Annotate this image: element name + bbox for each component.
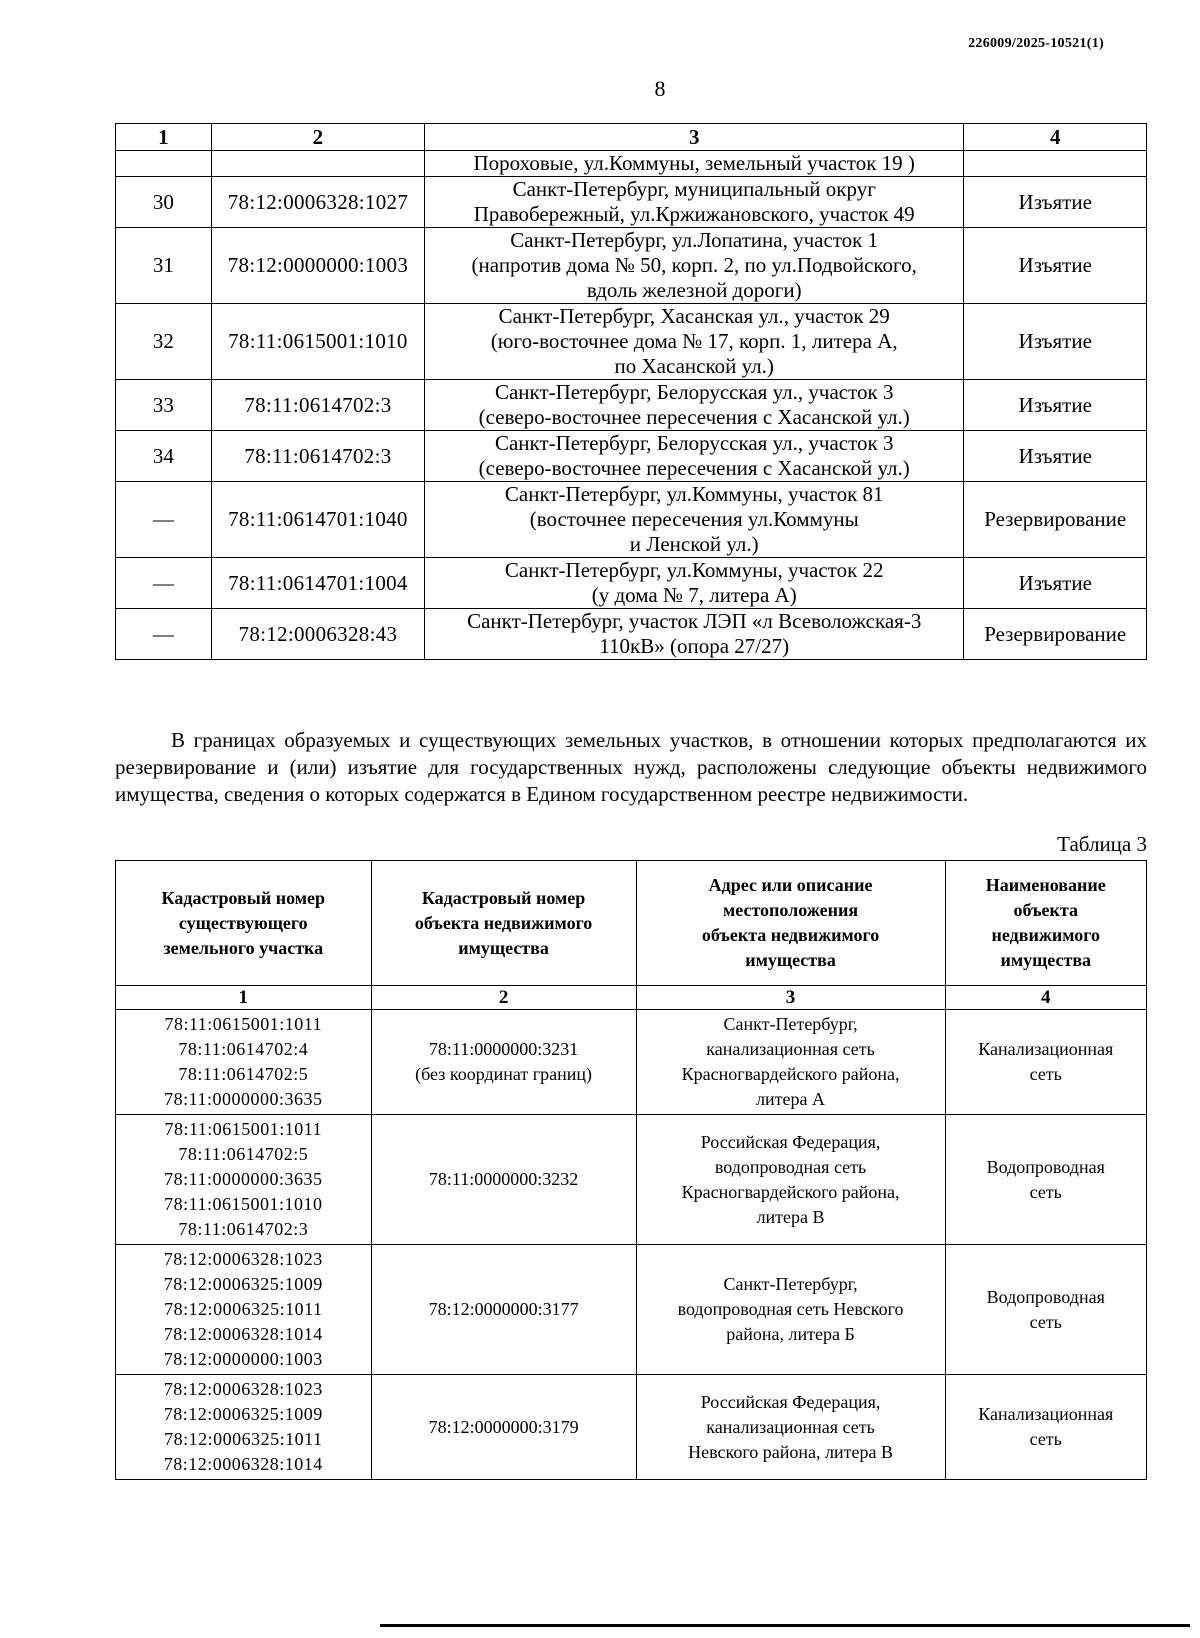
text-line: 78:12:0000000:3179 (428, 1416, 579, 1437)
row-number: 32 (116, 304, 212, 380)
text-line: водопроводная сеть Невского (677, 1299, 904, 1319)
text-line: сеть (1029, 1181, 1062, 1202)
text-line: 78:11:0615001:1011 (164, 1119, 323, 1139)
text-line: Кадастровый номер (161, 887, 326, 908)
action-type: Изъятие (964, 304, 1147, 380)
text-line: сеть (1029, 1311, 1062, 1332)
object-address (636, 1375, 945, 1480)
object-name (945, 1115, 1146, 1245)
text-line: канализационная сеть (706, 1039, 875, 1059)
text-line: (напротив дома № 50, корп. 2, по ул.Подвойского, (471, 253, 917, 277)
object-cadastral-number (371, 1115, 636, 1245)
column-number-4: 4 (964, 124, 1147, 151)
table-body (116, 151, 1147, 660)
text-line: 78:12:0006328:1023 (163, 1379, 323, 1399)
document-number: 226009/2025-10521(1) (968, 36, 1104, 51)
address (424, 558, 963, 609)
action-type: Резервирование (964, 482, 1147, 558)
address (424, 177, 963, 228)
header-land-cadastral (116, 861, 372, 986)
text-line: 78:11:0614702:5 (178, 1064, 309, 1084)
object-name (945, 1010, 1146, 1115)
text-line: объекта (1013, 900, 1078, 920)
text-line: 110кВ» (опора 27/27) (599, 634, 790, 658)
cadastral-number: 78:11:0614702:3 (211, 380, 424, 431)
text-line: 78:11:0000000:3231 (428, 1039, 579, 1059)
action-type: Изъятие (964, 380, 1147, 431)
header-address (636, 861, 945, 986)
address (424, 609, 963, 660)
table-header-row (116, 861, 1147, 986)
text-line: Невского района, литера В (688, 1441, 893, 1462)
table-land-plots-continued (115, 123, 1147, 660)
text-line: 78:12:0006328:1014 (163, 1454, 323, 1474)
column-number-3: 3 (636, 986, 945, 1010)
row-number: 30 (116, 177, 212, 228)
text-line: местоположения (722, 900, 859, 920)
text-line: объекта недвижимого (414, 912, 593, 933)
address (424, 228, 963, 304)
text-line: 78:11:0000000:3635 (164, 1089, 323, 1109)
object-name (945, 1245, 1146, 1375)
text-line: 78:12:0006328:1023 (163, 1249, 323, 1269)
text-line: (без координат границ) (415, 1064, 593, 1084)
text-line: объекта недвижимого (701, 925, 880, 945)
text-line: 78:12:0006325:1009 (163, 1404, 323, 1424)
text-line: Красногвардейского района, (681, 1064, 900, 1084)
land-cadastral-numbers (116, 1375, 372, 1480)
cadastral-number: 78:12:0000000:1003 (211, 228, 424, 304)
text-line: Российская Федерация, (700, 1131, 881, 1152)
table-row (116, 431, 1147, 482)
text-line: Санкт-Петербург, ул.Коммуны, участок 22 (504, 558, 884, 582)
table-row (116, 304, 1147, 380)
text-line: 78:11:0614702:5 (178, 1144, 309, 1164)
text-line: водопроводная сеть (714, 1156, 867, 1177)
cadastral-number: 78:11:0615001:1010 (211, 304, 424, 380)
text-line: имущества (1000, 950, 1092, 970)
text-line: 78:12:0006325:1009 (163, 1274, 323, 1294)
table-row (116, 228, 1147, 304)
address (424, 304, 963, 380)
text-line: 78:11:0615001:1011 (164, 1014, 323, 1034)
table-row-continuation (116, 151, 1147, 177)
text-line: Санкт-Петербург, Белорусская ул., участок 3 (494, 431, 894, 455)
column-number-2: 2 (371, 986, 636, 1010)
text-line: Санкт-Петербург, ул.Коммуны, участок 81 (504, 482, 884, 506)
action-type: Изъятие (964, 558, 1147, 609)
text-line: литера А (756, 1089, 826, 1109)
text-line: по Хасанской ул.) (614, 354, 774, 378)
table-caption: Таблица 3 (1057, 832, 1147, 856)
text-line: Адрес или описание (708, 875, 873, 895)
action-type: Изъятие (964, 228, 1147, 304)
header-object-name (945, 861, 1146, 986)
text-line: Наименование (985, 875, 1106, 895)
cadastral-number: 78:11:0614701:1040 (211, 482, 424, 558)
text-line: (юго-восточнее дома № 17, корп. 1, литера А, (490, 329, 898, 353)
header-object-cadastral (371, 861, 636, 986)
text-line: Российская Федерация, (700, 1391, 881, 1412)
land-cadastral-numbers (116, 1010, 372, 1115)
text-line: 78:11:0614702:4 (178, 1039, 309, 1059)
object-cadastral-number (371, 1375, 636, 1480)
action-type: Резервирование (964, 609, 1147, 660)
address-continuation: Пороховые, ул.Коммуны, земельный участок 19 ) (424, 151, 963, 177)
text-line: Санкт-Петербург, муниципальный округ (512, 177, 876, 201)
column-number-1: 1 (116, 124, 212, 151)
text-line: Водопроводная (986, 1286, 1105, 1307)
text-line: Санкт-Петербург, (723, 1014, 858, 1034)
table-row (116, 1010, 1147, 1115)
text-line: Санкт-Петербург, ул.Лопатина, участок 1 (510, 228, 879, 252)
text-line: 78:12:0000000:3177 (428, 1299, 579, 1319)
row-number: 31 (116, 228, 212, 304)
column-number-1: 1 (116, 986, 372, 1010)
text-line: 78:12:0006328:1014 (163, 1324, 323, 1344)
text-line: Санкт-Петербург, Белорусская ул., участок 3 (494, 380, 894, 404)
cadastral-number: 78:11:0614701:1004 (211, 558, 424, 609)
table-row (116, 609, 1147, 660)
column-number-4: 4 (945, 986, 1146, 1010)
text-line: (у дома № 7, литера А) (591, 583, 797, 607)
text-line: 78:11:0615001:1010 (164, 1194, 323, 1214)
body-paragraph: В границах образуемых и существующих земельных участков, в отношении которых предполагаются их резервирование и (или) изъятие для государственных нужд, расположены следующие объекты недвижимого имущества, сведения о которых содержатся в Едином государственном реестре недвижимости. (115, 728, 1147, 806)
cadastral-number: 78:12:0006328:1027 (211, 177, 424, 228)
text-line: (восточнее пересечения ул.Коммуны (529, 507, 859, 531)
text-line: Кадастровый номер (421, 887, 586, 908)
text-line: района, литера Б (726, 1324, 855, 1344)
text-line: Канализационная (978, 1404, 1114, 1424)
text-line: сеть (1029, 1064, 1062, 1084)
table-row (116, 1245, 1147, 1375)
land-cadastral-numbers (116, 1245, 372, 1375)
row-number: — (116, 482, 212, 558)
page-bottom-rule (380, 1624, 1190, 1627)
text-line: 78:11:0000000:3232 (428, 1169, 579, 1189)
text-line: 78:11:0000000:3635 (164, 1169, 323, 1189)
text-line: Канализационная (978, 1039, 1114, 1059)
text-line: и Ленской ул.) (629, 532, 759, 556)
table-row (116, 177, 1147, 228)
table-header-row (116, 124, 1147, 151)
text-line: имущества (458, 937, 549, 958)
text-line: Правобережный, ул.Кржижановского, участок 49 (473, 202, 915, 226)
cadastral-number: 78:12:0006328:43 (211, 609, 424, 660)
column-numbers-row (116, 986, 1147, 1010)
object-address (636, 1115, 945, 1245)
text-line: канализационная сеть (706, 1416, 875, 1437)
text-line: 78:12:0006325:1011 (164, 1299, 323, 1319)
table-body (116, 1010, 1147, 1480)
table-row (116, 1115, 1147, 1245)
cadastral-number: 78:11:0614702:3 (211, 431, 424, 482)
column-number-2: 2 (211, 124, 424, 151)
table-row (116, 380, 1147, 431)
text-line: 78:12:0006325:1011 (164, 1429, 323, 1449)
column-number-3: 3 (424, 124, 963, 151)
row-number: 33 (116, 380, 212, 431)
text-line: 78:12:0000000:1003 (163, 1349, 323, 1369)
text-line: Санкт-Петербург, участок ЛЭП «л Всеволожская-3 (467, 609, 922, 633)
text-line: сеть (1029, 1429, 1062, 1449)
object-address (636, 1245, 945, 1375)
text-line: (северо-восточнее пересечения с Хасанской ул.) (478, 456, 910, 480)
text-line: литера В (756, 1206, 825, 1227)
object-name (945, 1375, 1146, 1480)
table-real-estate-objects (115, 860, 1147, 1480)
page-number: 8 (654, 76, 666, 101)
land-cadastral-numbers (116, 1115, 372, 1245)
address (424, 380, 963, 431)
object-cadastral-number (371, 1010, 636, 1115)
text-line: вдоль железной дороги) (586, 278, 802, 302)
text-line: Санкт-Петербург, (723, 1274, 858, 1294)
text-line: (северо-восточнее пересечения с Хасанской ул.) (478, 405, 910, 429)
text-line: Водопроводная (986, 1156, 1105, 1177)
row-number: — (116, 609, 212, 660)
text-line: недвижимого (991, 925, 1100, 945)
table-row (116, 482, 1147, 558)
action-type: Изъятие (964, 431, 1147, 482)
text-line: Красногвардейского района, (681, 1181, 900, 1202)
text-line: существующего (178, 912, 308, 933)
text-line: Санкт-Петербург, Хасанская ул., участок 29 (498, 304, 890, 328)
address (424, 431, 963, 482)
address (424, 482, 963, 558)
table-row (116, 558, 1147, 609)
text-line: земельного участка (163, 937, 324, 958)
object-cadastral-number (371, 1245, 636, 1375)
action-type: Изъятие (964, 177, 1147, 228)
row-number: 34 (116, 431, 212, 482)
text-line: имущества (745, 950, 836, 970)
text-line: 78:11:0614702:3 (178, 1219, 309, 1239)
table-row (116, 1375, 1147, 1480)
object-address (636, 1010, 945, 1115)
row-number: — (116, 558, 212, 609)
